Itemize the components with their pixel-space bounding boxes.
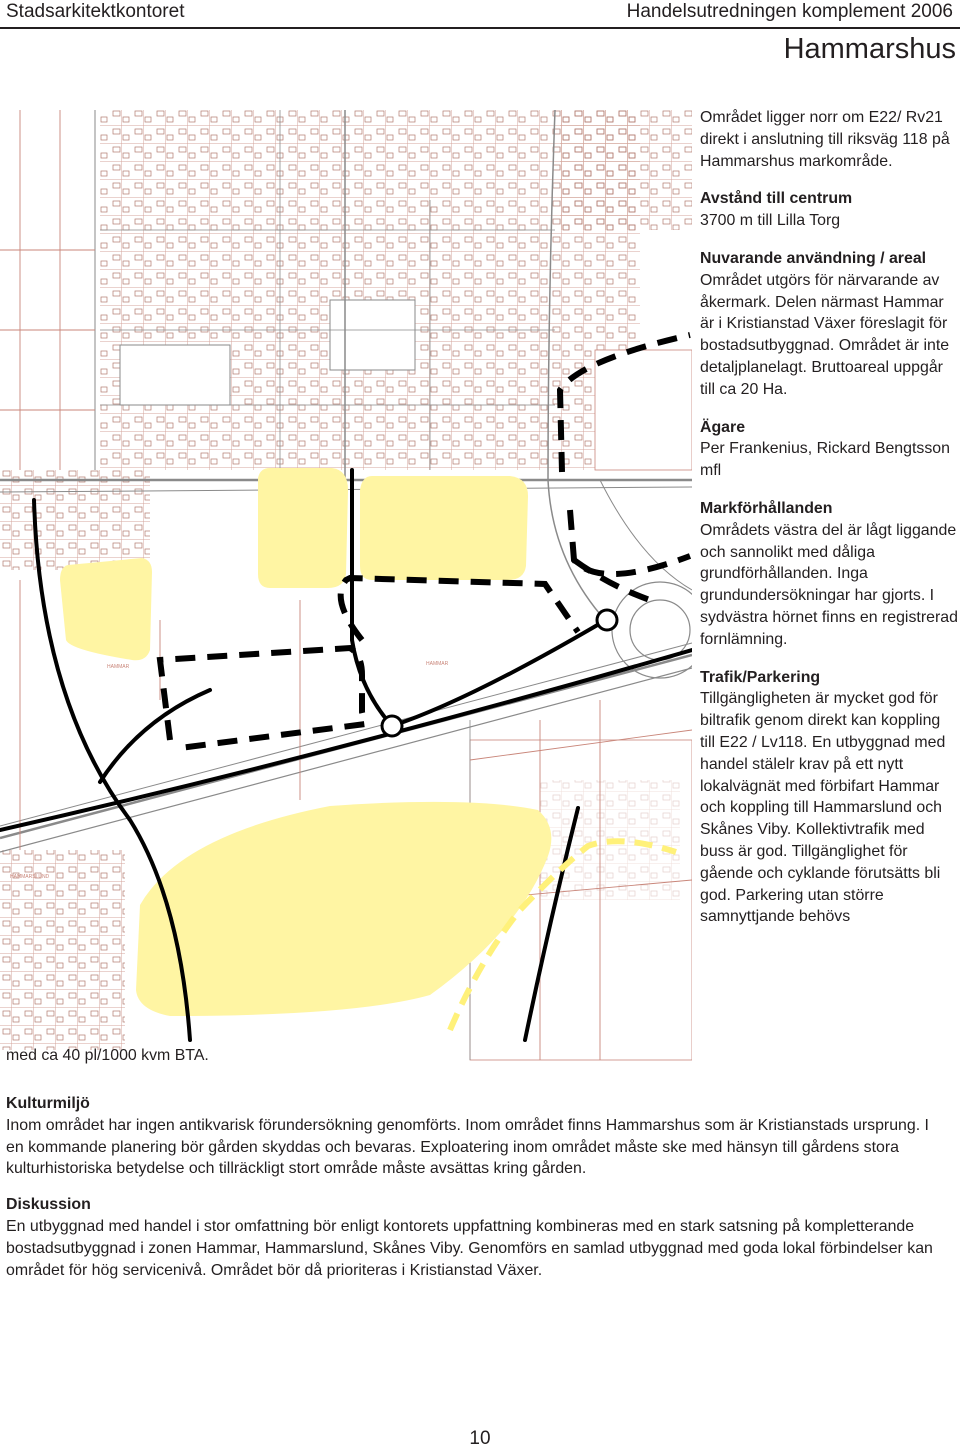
use-text: Området utgörs för närvarande av åkermark. Delen närmast Hammar är i Kristianstad Växer föreslagit för bostadsutbyggnad. Området är inte detaljplanelagt. Bruttoareal uppgår till ca 20 Ha. — [700, 271, 950, 398]
map-caption: med ca 40 pl/1000 kvm BTA. — [6, 1047, 209, 1064]
header-report: Handelsutredningen komplement 2006 — [626, 1, 953, 22]
sidebar-use — [700, 248, 958, 401]
roundabout-west — [382, 716, 402, 736]
header-org: Stadsarkitektkontoret — [6, 1, 185, 22]
site-map — [0, 104, 692, 1064]
area-north-west — [258, 468, 348, 588]
sidebar-ground — [700, 498, 958, 651]
ground-heading: Markförhållanden — [700, 499, 833, 517]
area-north-east — [360, 476, 528, 580]
distance-heading: Avstånd till centrum — [700, 190, 853, 208]
traffic-heading: Trafik/Parkering — [700, 668, 821, 686]
discussion-text: En utbyggnad med handel i stor omfattning bör enligt kontorets uppfattning kombineras med en stark satsning på kompletterande bostadsutbyggnad i zonen Hammar, Hammarslund, Skånes Viby. Genomförs en samlad utbyggnad med goda lokal förbindelser kan området för hög servicenivå. Området bör då prioriteras i Kristianstad Växer. — [6, 1217, 933, 1279]
body-text — [6, 1093, 946, 1295]
map-label-hammar: HAMMAR — [107, 664, 130, 670]
page-number: 10 — [469, 1428, 491, 1449]
sidebar-info — [700, 107, 958, 944]
culture-text: Inom området har ingen antikvarisk förundersökning genomförts. Inom området finns Hammarshus som är Kristianstads ursprung. I en kommande planering bör gården skyddas och bevaras. Exploatering inom området måste ske med hänsyn till gårdens stora kulturhistoriska betydelse och tillräckligt stort område måste avsättas kring gården. — [6, 1116, 929, 1178]
traffic-text: Tillgängligheten är mycket god för biltrafik genom direkt kan koppling till E22 / Lv118. En utbyggnad med handel stälelr krav på ett nytt lokalvägnät med förbifart Hammar och koppling till Hammarslund och Skånes Viby. Kollektivtrafik med buss är god. Tillgänglighet för gående och cyklande förutsätts bli god. Parkering utan större samnyttjande behövs — [700, 690, 946, 926]
owner-text: Per Frankenius, Rickard Bengtsson mfl — [700, 440, 950, 480]
sidebar-owner — [700, 417, 958, 482]
culture-heading: Kulturmiljö — [6, 1095, 90, 1112]
owner-heading: Ägare — [700, 418, 746, 436]
sidebar-traffic — [700, 667, 958, 929]
map-label-hammar-field: HAMMAR — [426, 661, 449, 667]
sidebar-distance — [700, 188, 958, 232]
distance-text: 3700 m till Lilla Torg — [700, 212, 841, 230]
use-heading: Nuvarande användning / areal — [700, 249, 927, 267]
culture-section — [6, 1093, 946, 1180]
header-divider — [0, 27, 960, 29]
roundabout-east — [597, 610, 617, 630]
map-label-hammarslund: HAMMARSLUND — [10, 874, 50, 880]
discussion-section — [6, 1194, 946, 1281]
sidebar-intro: Området ligger norr om E22/ Rv21 direkt i anslutning till riksväg 118 på Hammarshus markområde. — [700, 109, 950, 170]
discussion-heading: Diskussion — [6, 1196, 91, 1214]
page-title: Hammarshus — [783, 33, 956, 65]
ground-text: Områdets västra del är lågt liggande och sannolikt med dåliga grundförhållanden. Inga grundundersökningar har gjorts. I sydvästra hörnet finns en registrerad fornlämning. — [700, 521, 958, 648]
area-small-west — [60, 558, 152, 660]
